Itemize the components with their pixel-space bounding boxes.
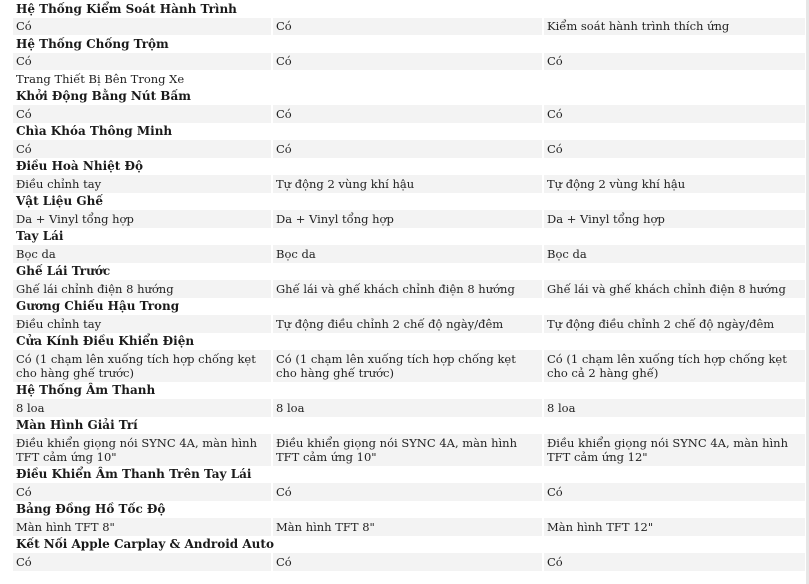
- spec-value-cell: Có: [544, 553, 805, 571]
- spec-value-cell: Có: [544, 105, 805, 123]
- spec-value-cell: Có: [273, 140, 542, 158]
- spec-value-cell: Da + Vinyl tổng hợp: [273, 210, 542, 228]
- spec-value-row: [13, 105, 807, 123]
- spec-value-row: [13, 350, 807, 382]
- spec-heading: Điều Khiển Âm Thanh Trên Tay Lái: [16, 467, 252, 482]
- spec-value-cell: Có: [544, 140, 805, 158]
- spec-value-cell: Có: [273, 18, 542, 36]
- spec-value-cell: Tự động 2 vùng khí hậu: [544, 175, 805, 193]
- spec-heading: Kết Nối Apple Carplay & Android Auto: [16, 537, 274, 552]
- spec-value-cell: Da + Vinyl tổng hợp: [13, 210, 271, 228]
- spec-heading: Điều Hoà Nhiệt Độ: [16, 159, 143, 174]
- spec-value-cell: 8 loa: [544, 399, 805, 417]
- spec-value-row: [13, 483, 807, 501]
- spec-value-cell: Ghế lái và ghế khách chỉnh điện 8 hướng: [273, 280, 542, 298]
- section-title: Trang Thiết Bị Bên Trong Xe: [16, 71, 185, 86]
- spec-value-cell: Tự động 2 vùng khí hậu: [273, 175, 542, 193]
- spec-value-cell: Điều chỉnh tay: [13, 175, 271, 193]
- spec-heading: Chìa Khóa Thông Minh: [16, 124, 173, 139]
- spec-value-cell: 8 loa: [13, 399, 271, 417]
- spec-value-cell: Điều khiển giọng nói SYNC 4A, màn hình TFT cảm ứng 12": [544, 434, 805, 466]
- spec-table: [13, 0, 809, 571]
- spec-value-row: [13, 210, 807, 228]
- spec-heading: Bảng Đồng Hồ Tốc Độ: [16, 502, 166, 517]
- spec-value-cell: Bọc da: [13, 245, 271, 263]
- spec-value-cell: Ghế lái chỉnh điện 8 hướng: [13, 280, 271, 298]
- spec-value-cell: Kiểm soát hành trình thích ứng: [544, 18, 805, 36]
- spec-heading: Hệ Thống Kiểm Soát Hành Trình: [16, 1, 237, 16]
- spec-value-row: [13, 553, 807, 571]
- spec-heading: Gương Chiếu Hậu Trong: [16, 299, 180, 314]
- spec-value-cell: Có (1 chạm lên xuống tích hợp chống kẹt cho cả 2 hàng ghế): [544, 350, 805, 382]
- spec-value-row: [13, 518, 807, 536]
- spec-value-cell: Ghế lái và ghế khách chỉnh điện 8 hướng: [544, 280, 805, 298]
- spec-value-cell: Điều khiển giọng nói SYNC 4A, màn hình TFT cảm ứng 10": [273, 434, 542, 466]
- spec-value-cell: Tự động điều chỉnh 2 chế độ ngày/đêm: [544, 315, 805, 333]
- spec-heading: Hệ Thống Chống Trộm: [16, 36, 169, 51]
- spec-value-cell: Màn hình TFT 8": [13, 518, 271, 536]
- spec-value-cell: Có: [13, 483, 271, 501]
- spec-value-row: [13, 140, 807, 158]
- spec-value-cell: Màn hình TFT 8": [273, 518, 542, 536]
- spec-heading: Cửa Kính Điều Khiển Điện: [16, 334, 195, 349]
- spec-value-row: [13, 18, 807, 36]
- spec-value-row: [13, 280, 807, 298]
- spec-value-cell: Bọc da: [273, 245, 542, 263]
- spec-value-cell: Có (1 chạm lên xuống tích hợp chống kẹt cho hàng ghế trước): [273, 350, 542, 382]
- spec-value-cell: Có: [13, 140, 271, 158]
- spec-value-cell: Điều chỉnh tay: [13, 315, 271, 333]
- spec-heading: Khởi Động Bằng Nút Bấm: [16, 89, 191, 104]
- spec-value-cell: Màn hình TFT 12": [544, 518, 805, 536]
- spec-heading: Ghế Lái Trước: [16, 264, 111, 279]
- spec-value-row: [13, 245, 807, 263]
- spec-value-cell: Có: [13, 105, 271, 123]
- spec-heading: Hệ Thống Âm Thanh: [16, 383, 156, 398]
- spec-value-row: [13, 53, 807, 71]
- spec-value-cell: Có: [544, 53, 805, 71]
- spec-value-cell: Có: [273, 483, 542, 501]
- spec-value-cell: Có (1 chạm lên xuống tích hợp chống kẹt cho hàng ghế trước): [13, 350, 271, 382]
- spec-value-row: [13, 315, 807, 333]
- spec-value-cell: 8 loa: [273, 399, 542, 417]
- spec-value-cell: Da + Vinyl tổng hợp: [544, 210, 805, 228]
- spec-value-cell: Điều khiển giọng nói SYNC 4A, màn hình TFT cảm ứng 10": [13, 434, 271, 466]
- spec-value-cell: Có: [13, 18, 271, 36]
- spec-value-row: [13, 175, 807, 193]
- spec-heading: Tay Lái: [16, 229, 64, 244]
- spec-heading: Vật Liệu Ghế: [16, 194, 103, 209]
- spec-value-cell: Bọc da: [544, 245, 805, 263]
- spec-value-cell: Có: [13, 53, 271, 71]
- spec-value-row: [13, 399, 807, 417]
- spec-value-cell: Có: [273, 53, 542, 71]
- spec-value-cell: Có: [273, 105, 542, 123]
- spec-value-cell: Có: [13, 553, 271, 571]
- spec-value-cell: Có: [544, 483, 805, 501]
- spec-value-cell: Có: [273, 553, 542, 571]
- spec-heading: Màn Hình Giải Trí: [16, 418, 138, 433]
- spec-value-cell: Tự động điều chỉnh 2 chế độ ngày/đêm: [273, 315, 542, 333]
- spec-value-row: [13, 434, 807, 466]
